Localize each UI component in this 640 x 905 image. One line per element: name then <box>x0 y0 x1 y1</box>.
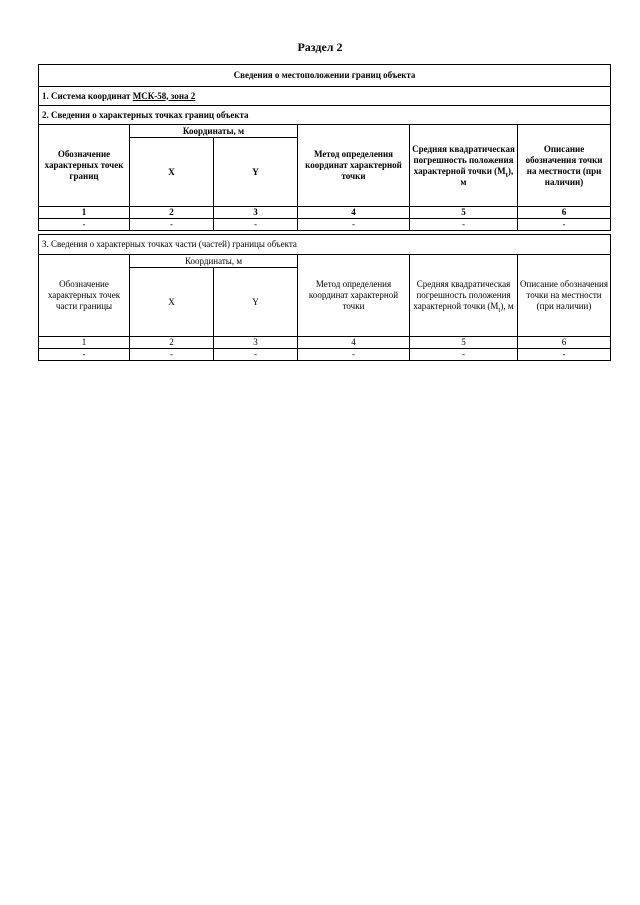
table-cell: - <box>298 349 410 361</box>
col-designation: Обозначение характерных точек части границы <box>39 255 130 337</box>
column-numbers-row <box>39 337 611 349</box>
column-number: 5 <box>410 337 518 349</box>
coordinate-system-label: 1. Система координат <box>42 90 133 101</box>
table-cell: - <box>214 349 298 361</box>
boundary-points-table <box>38 64 611 231</box>
column-number: 1 <box>39 207 130 219</box>
column-numbers-row <box>39 207 611 219</box>
col-error-subscript: t <box>498 305 501 314</box>
page-title: Раздел 2 <box>297 40 343 54</box>
column-number: 3 <box>214 337 298 349</box>
coordinate-system <box>39 87 611 106</box>
section-header: Сведения о местоположении границ объекта <box>39 65 611 87</box>
table-cell: - <box>518 349 611 361</box>
table-row <box>39 349 611 361</box>
boundary-points-subtitle: 2. Сведения о характерных точках границ объекта <box>39 106 611 125</box>
table-cell: - <box>130 219 214 231</box>
table-cell: - <box>39 349 130 361</box>
col-error <box>410 255 518 337</box>
col-coordinates: Координаты, м <box>130 125 298 138</box>
part-points-subtitle: 3. Сведения о характерных точках части (частей) границы объекта <box>39 235 611 255</box>
col-method: Метод определения координат характерной точки <box>298 125 410 207</box>
col-x: X <box>130 268 214 337</box>
col-description: Описание обозначения точки на местности (при наличии) <box>518 255 611 337</box>
table-cell: - <box>214 219 298 231</box>
col-description: Описание обозначения точки на местности (при наличии) <box>518 125 611 207</box>
table-cell: - <box>39 219 130 231</box>
table-cell: - <box>298 219 410 231</box>
coordinate-system-value: МСК-58, зона 2 <box>132 90 196 101</box>
part-boundary-points-table <box>38 234 611 361</box>
table-row <box>39 219 611 231</box>
column-number: 4 <box>298 337 410 349</box>
column-number: 4 <box>298 207 410 219</box>
col-y: Y <box>214 138 298 207</box>
table-cell: - <box>410 349 518 361</box>
column-number: 3 <box>214 207 298 219</box>
table-cell: - <box>130 349 214 361</box>
col-y: Y <box>214 268 298 337</box>
table-cell: - <box>518 219 611 231</box>
col-error-tail: ), м <box>460 165 514 187</box>
col-x: X <box>130 138 214 207</box>
col-error <box>410 125 518 207</box>
col-error-text: Средняя квадратическая погрешность положения характерной точки (M <box>412 143 515 176</box>
col-method: Метод определения координат характерной точки <box>298 255 410 337</box>
column-number: 6 <box>518 337 611 349</box>
column-number: 2 <box>130 337 214 349</box>
column-number: 2 <box>130 207 214 219</box>
col-coordinates: Координаты, м <box>130 255 298 268</box>
col-designation: Обозначение характерных точек границ <box>39 125 130 207</box>
column-number: 6 <box>518 207 611 219</box>
column-number: 1 <box>39 337 130 349</box>
col-error-subscript: t <box>505 170 508 179</box>
col-error-text: Средняя квадратическая погрешность положения характерной точки (M <box>413 279 511 311</box>
column-number: 5 <box>410 207 518 219</box>
table-cell: - <box>410 219 518 231</box>
col-error-tail: ), м <box>500 301 514 311</box>
